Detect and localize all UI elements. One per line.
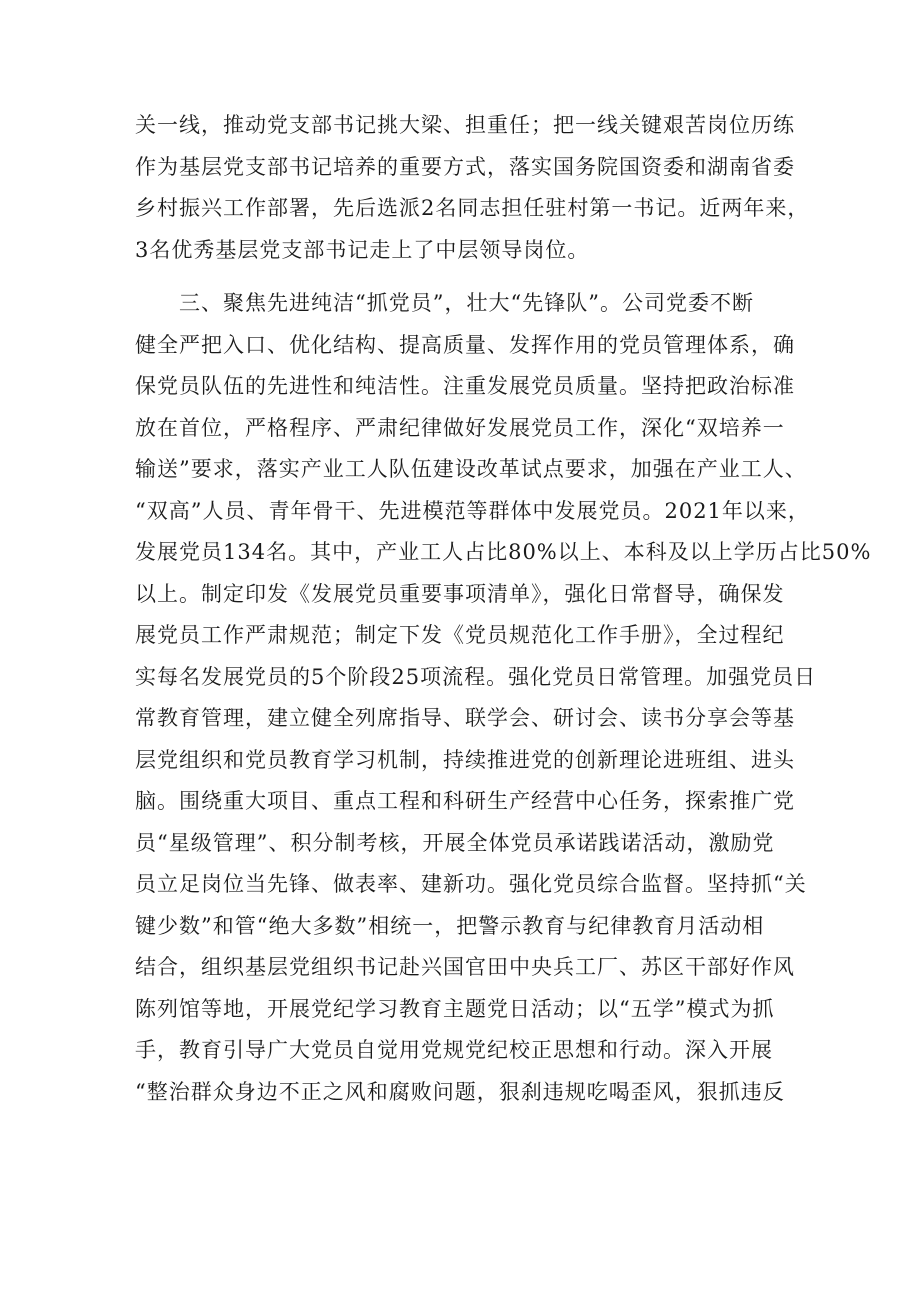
text-line: 展党员工作严肃规范；制定下发《党员规范化工作手册》，全过程纪 <box>135 623 785 647</box>
text-line: “双高”人员、青年骨干、先进模范等群体中发展党员。2021年以来， <box>135 498 810 523</box>
paragraph-2 <box>135 283 872 1113</box>
text-line: 员立足岗位当先锋、做表率、建新功。强化党员综合监督。坚持抓“关 <box>135 872 807 896</box>
text-line: 3名优秀基层党支部书记走上了中层领导岗位。 <box>135 237 590 262</box>
text-line: 结合，组织基层党组织书记赴兴国官田中央兵工厂、苏区干部好作风 <box>135 955 795 979</box>
paragraph-spacer <box>135 271 795 283</box>
text-line: 健全严把入口、优化结构、提高质量、发挥作用的党员管理体系，确 <box>135 332 795 357</box>
text-line: 陈列馆等地，开展党纪学习教育主题党日活动；以“五学”模式为抓 <box>135 996 775 1021</box>
text-line: “整治群众身边不正之风和腐败问题，狠刹违规吃喝歪风，狠抓违反 <box>135 1079 785 1104</box>
text-line: 放在首位，严格程序、严肃纪律做好发展党员工作，深化“双培养一 <box>135 415 785 440</box>
paragraph-1 <box>135 105 810 271</box>
text-line: 三、聚焦先进纯洁“抓党员”，壮大“先锋队”。公司党委不断 <box>135 291 754 315</box>
text-line: 常教育管理，建立健全列席指导、联学会、研讨会、读书分享会等基 <box>135 706 795 730</box>
text-line: 层党组织和党员教育学习机制，持续推进党的创新理论进班组、进头 <box>135 747 795 772</box>
text-line: 手，教育引导广大党员自觉用党规党纪校正思想和行动。深入开展 <box>135 1038 773 1062</box>
text-line: 输送”要求，落实产业工人队伍建设改革试点要求，加强在产业工人、 <box>135 457 807 481</box>
text-line: 关一线，推动党支部书记挑大梁、担重任；把一线关键艰苦岗位历练 <box>135 113 795 137</box>
body-text <box>135 105 872 1113</box>
text-line: 以上。制定印发《发展党员重要事项清单》，强化日常督导，确保发 <box>135 581 785 606</box>
text-line: 作为基层党支部书记培养的重要方式，落实国务院国资委和湖南省委 <box>135 154 795 179</box>
text-line: 乡村振兴工作部署，先后选派2名同志担任驻村第一书记。近两年来， <box>135 196 810 220</box>
text-line: 实每名发展党员的5个阶段25项流程。强化党员日常管理。加强党员日 <box>135 664 817 689</box>
text-line: 脑。围绕重大项目、重点工程和科研生产经营中心任务，探索推广党 <box>135 789 795 813</box>
text-line: 员“星级管理”、积分制考核，开展全体党员承诺践诺活动，激励党 <box>135 830 775 855</box>
text-line: 保党员队伍的先进性和纯洁性。注重发展党员质量。坚持把政治标准 <box>135 374 795 398</box>
text-line: 键少数”和管“绝大多数”相统一，把警示教育与纪律教育月活动相 <box>135 913 765 938</box>
text-line: 发展党员134名。其中，产业工人占比80%以上、本科及以上学历占比50% <box>135 540 872 564</box>
